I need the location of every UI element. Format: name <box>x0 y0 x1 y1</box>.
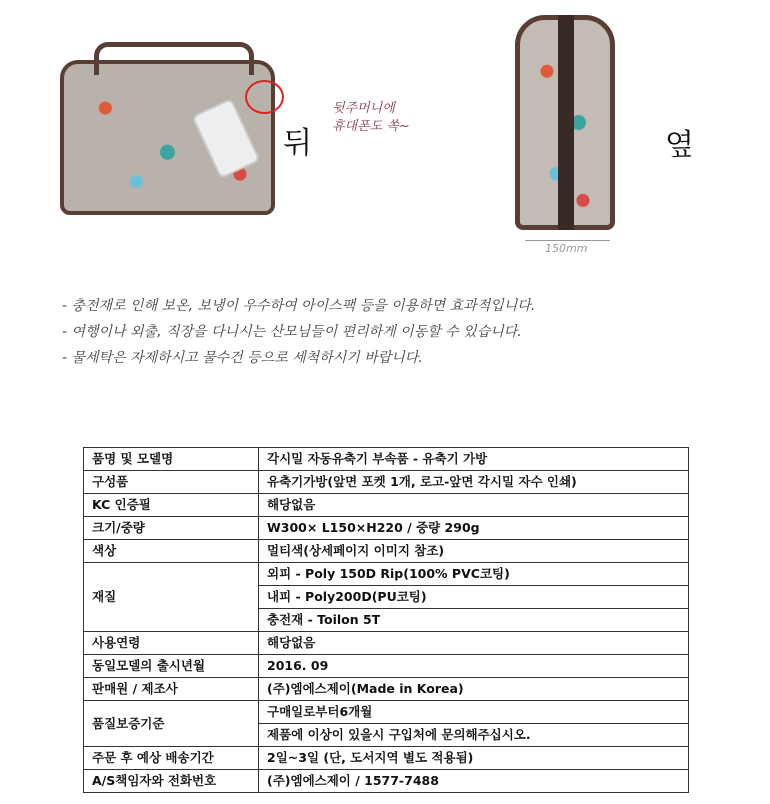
spec-key: A/S책임자와 전화번호 <box>84 770 259 793</box>
spec-value: 제품에 이상이 있을시 구입처에 문의해주십시오. <box>259 724 689 747</box>
spec-value: (주)엠에스제이 / 1577-7488 <box>259 770 689 793</box>
spec-value: 해당없음 <box>259 494 689 517</box>
phone-image <box>191 98 260 179</box>
spec-key: 구성품 <box>84 471 259 494</box>
table-row <box>84 632 689 655</box>
spec-value: 구매일로부터6개월 <box>259 701 689 724</box>
spec-value: 외피 - Poly 150D Rip(100% PVC코팅) <box>259 563 689 586</box>
dimension-line <box>525 240 610 241</box>
spec-value: 해당없음 <box>259 632 689 655</box>
spec-value: 내피 - Poly200D(PU코팅) <box>259 586 689 609</box>
spec-value: 2일~3일 (단, 도서지역 별도 적용됨) <box>259 747 689 770</box>
spec-value: (주)엠에스제이(Made in Korea) <box>259 678 689 701</box>
spec-key: 품질보증기준 <box>84 701 259 747</box>
table-row <box>84 747 689 770</box>
table-row <box>84 471 689 494</box>
spec-key: 판매원 / 제조사 <box>84 678 259 701</box>
spec-value: W300× L150×H220 / 중량 290g <box>259 517 689 540</box>
dimension-label: 150mm <box>545 242 588 255</box>
spec-key: 크기/중량 <box>84 517 259 540</box>
spec-value: 충전재 - Toilon 5T <box>259 609 689 632</box>
bag-back-photo <box>60 60 275 215</box>
note: - 물세탁은 자제하시고 물수건 등으로 세척하시기 바랍니다. <box>62 350 423 366</box>
callout-line: 뒷주머니에 <box>332 101 395 116</box>
table-row <box>84 678 689 701</box>
bag-strap <box>558 15 574 230</box>
table-row <box>84 770 689 793</box>
callout-line: 휴대폰도 쏙~ <box>332 119 410 134</box>
table-row <box>84 701 689 724</box>
spec-value: 멀티색(상세페이지 이미지 참조) <box>259 540 689 563</box>
note: - 충전재로 인해 보온, 보냉이 우수하여 아이스팩 등을 이용하면 효과적입니다. <box>62 298 536 314</box>
spec-key: 품명 및 모델명 <box>84 448 259 471</box>
spec-key: 사용연령 <box>84 632 259 655</box>
spec-key: 주문 후 예상 배송기간 <box>84 747 259 770</box>
table-row <box>84 517 689 540</box>
table-row <box>84 448 689 471</box>
spec-key: 색상 <box>84 540 259 563</box>
spec-key: 동일모델의 출시년월 <box>84 655 259 678</box>
table-row <box>84 540 689 563</box>
highlight-circle <box>245 80 284 114</box>
callout-text <box>332 100 410 136</box>
notes <box>62 293 535 371</box>
spec-key: 재질 <box>84 563 259 632</box>
table-row <box>84 494 689 517</box>
spec-table <box>83 447 689 793</box>
side-label: 옆 <box>665 128 694 163</box>
note: - 여행이나 외출, 직장을 다니시는 산모님들이 편리하게 이동할 수 있습니다. <box>62 324 522 340</box>
bag-handle <box>94 42 254 75</box>
spec-value: 유축기가방(앞면 포켓 1개, 로고-앞면 각시밀 자수 인쇄) <box>259 471 689 494</box>
back-label: 뒤 <box>283 126 312 161</box>
bag-side-photo <box>515 15 615 230</box>
table-row <box>84 655 689 678</box>
spec-value: 각시밀 자동유축기 부속품 - 유축기 가방 <box>259 448 689 471</box>
spec-value: 2016. 09 <box>259 655 689 678</box>
spec-key: KC 인증필 <box>84 494 259 517</box>
table-row <box>84 563 689 586</box>
